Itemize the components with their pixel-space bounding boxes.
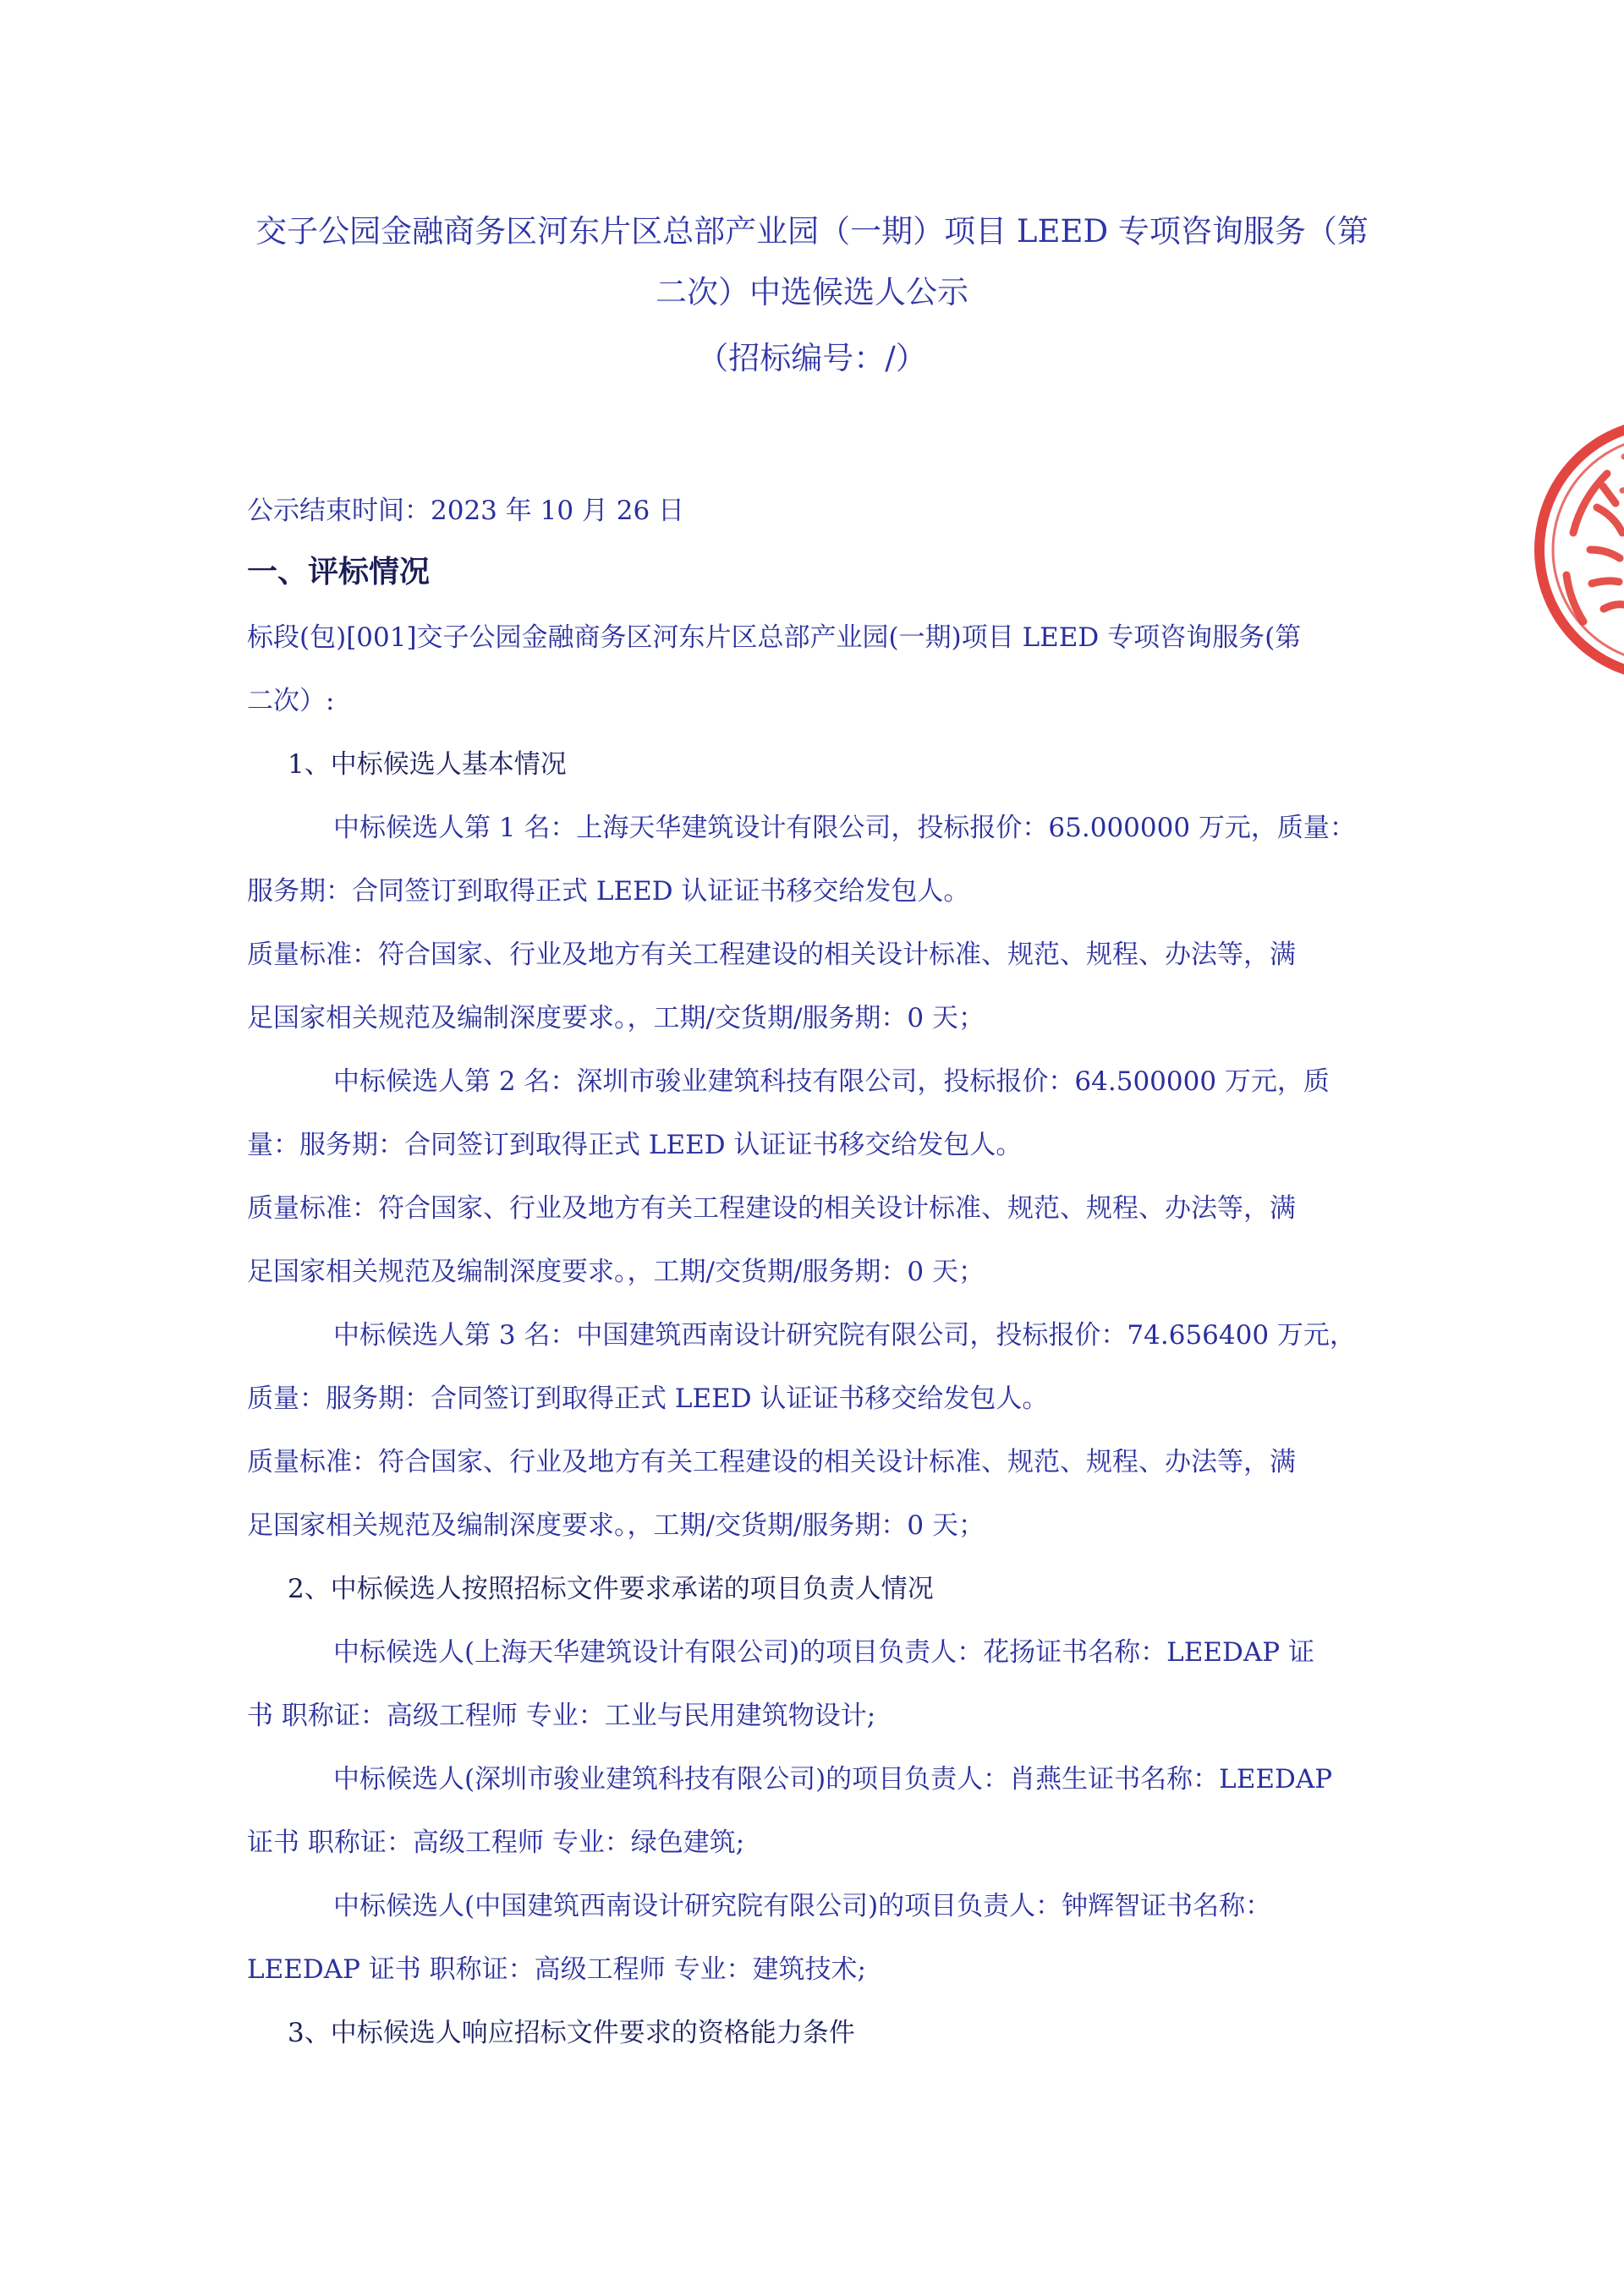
manager-1-line-1: 中标候选人(上海天华建筑设计有限公司)的项目负责人：花扬证书名称：LEEDAP 证 — [333, 1637, 1314, 1668]
candidate-3-line-1: 中标候选人第 3 名：中国建筑西南设计研究院有限公司，投标报价：74.656400 万元， — [333, 1320, 1356, 1351]
quality-2-line-2: 足国家相关规范及编制深度要求。，工期/交货期/服务期：0 天； — [247, 1257, 985, 1287]
subheading-project-manager: 2、中标候选人按照招标文件要求承诺的项目负责人情况 — [288, 1574, 934, 1604]
quality-3-line-1: 质量标准：符合国家、行业及地方有关工程建设的相关设计标准、规范、规程、办法等，满 — [247, 1447, 1296, 1477]
manager-3-line-2: LEEDAP 证书 职称证：高级工程师 专业：建筑技术; — [247, 1954, 866, 1985]
quality-2-line-1: 质量标准：符合国家、行业及地方有关工程建设的相关设计标准、规范、规程、办法等，满 — [247, 1193, 1296, 1224]
package-line-2: 二次）: — [247, 686, 335, 716]
candidate-2-line-2: 量：服务期：合同签订到取得正式 LEED 认证证书移交给发包人。 — [247, 1130, 1023, 1160]
manager-3-line-1: 中标候选人(中国建筑西南设计研究院有限公司)的项目负责人：钟辉智证书名称： — [333, 1891, 1272, 1921]
package-line-1: 标段(包)[001]交子公园金融商务区河东片区总部产业园(一期)项目 LEED 专项咨询服务(第 — [247, 622, 1302, 653]
quality-3-line-2: 足国家相关规范及编制深度要求。，工期/交货期/服务期：0 天； — [247, 1510, 985, 1541]
manager-2-line-2: 证书 职称证：高级工程师 专业：绿色建筑; — [247, 1827, 745, 1858]
doc-title-line-1: 交子公园金融商务区河东片区总部产业园（一期）项目 LEED 专项咨询服务（第 — [255, 213, 1369, 249]
doc-subtitle: （招标编号：/） — [697, 340, 927, 376]
candidate-1-line-1: 中标候选人第 1 名：上海天华建筑设计有限公司，投标报价：65.000000 万元，质量： — [333, 813, 1356, 843]
official-seal-icon — [1522, 406, 1624, 693]
candidate-1-line-2: 服务期：合同签订到取得正式 LEED 认证证书移交给发包人。 — [247, 876, 970, 907]
section-heading-evaluation: 一、评标情况 — [247, 554, 431, 589]
subheading-qualification: 3、中标候选人响应招标文件要求的资格能力条件 — [288, 2018, 855, 2048]
quality-1-line-1: 质量标准：符合国家、行业及地方有关工程建设的相关设计标准、规范、规程、办法等，满 — [247, 940, 1296, 970]
manager-1-line-2: 书 职称证：高级工程师 专业：工业与民用建筑物设计; — [247, 1701, 876, 1731]
manager-2-line-1: 中标候选人(深圳市骏业建筑科技有限公司)的项目负责人：肖燕生证书名称：LEEDAP — [333, 1764, 1333, 1795]
quality-1-line-2: 足国家相关规范及编制深度要求。，工期/交货期/服务期：0 天； — [247, 1003, 985, 1033]
doc-title-line-2: 二次）中选候选人公示 — [656, 274, 968, 310]
candidate-2-line-1: 中标候选人第 2 名：深圳市骏业建筑科技有限公司，投标报价：64.500000 万元，质 — [333, 1066, 1330, 1097]
candidate-3-line-2: 质量：服务期：合同签订到取得正式 LEED 认证证书移交给发包人。 — [247, 1384, 1049, 1414]
subheading-basic-info: 1、中标候选人基本情况 — [288, 749, 567, 780]
end-time: 公示结束时间：2023 年 10 月 26 日 — [247, 496, 685, 526]
